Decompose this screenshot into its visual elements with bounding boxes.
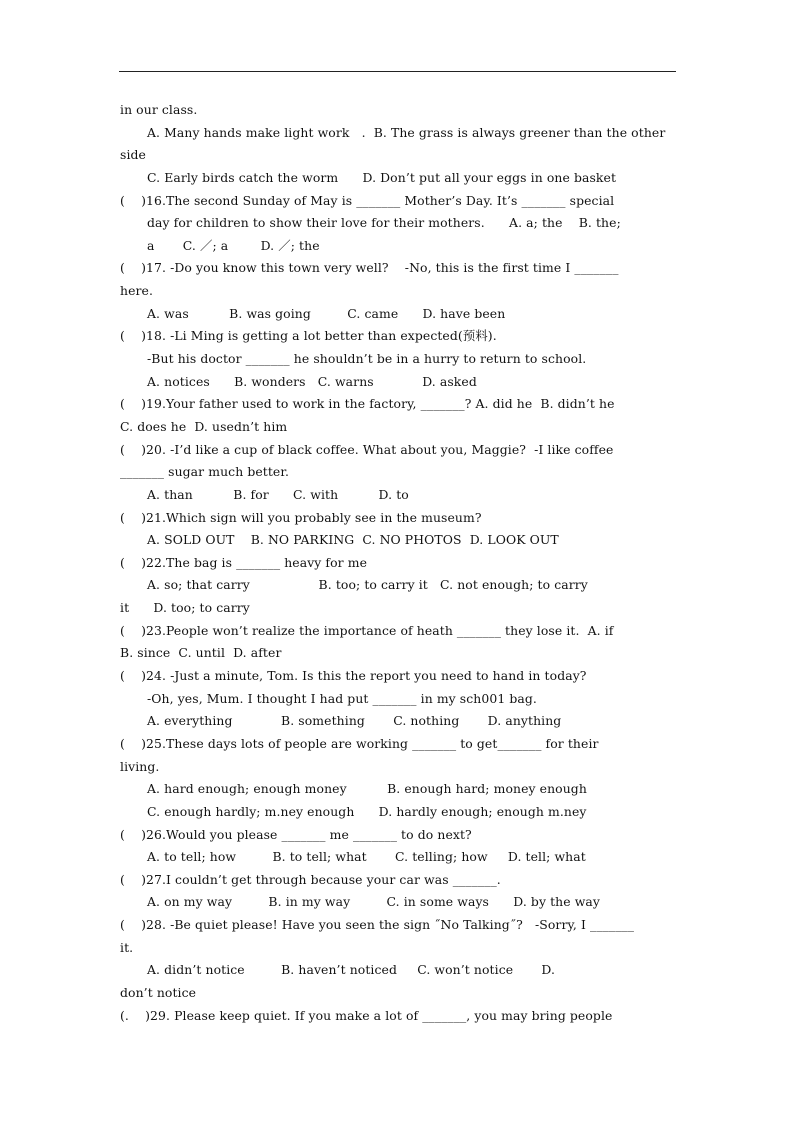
text-line: A. on my way B. in my way C. in some ways D. by the way [147,894,601,910]
text-line: side [120,147,146,163]
text-line: A. than B. for C. with D. to [147,486,409,502]
header-rule [119,71,676,72]
text-line: ( )25.These days lots of people are working _______ to get_______ for their [120,735,599,751]
text-line: -Oh, yes, Mum. I thought I had put _______ in my sch001 bag. [147,690,537,706]
text-line: _______ sugar much better. [120,464,290,480]
question-text [120,99,694,1027]
text-line: ( )26.Would you please _______ me _______ to do next? [120,826,472,842]
text-line: day for children to show their love for their mothers. A. a; the B. the; [147,215,621,231]
text-line: don’t notice [120,984,197,1000]
text-line: A. was B. was going C. came D. have been [147,305,506,321]
text-line: C. does he D. usedn’t him [120,418,288,434]
text-line: ( )23.People won’t realize the importance of heath _______ they lose it. A. if [120,622,614,638]
text-line: living. [120,758,160,774]
text-line: ( )21.Which sign will you probably see in the museum? [120,509,482,525]
text-line: ( )24. -Just a minute, Tom. Is this the report you need to hand in today? [120,668,587,684]
text-line: ( )16.The second Sunday of May is _______ Mother’s Day. It’s _______ special [120,192,615,208]
text-line: a C. ／; a D. ／; the [147,237,320,253]
text-line: C. enough hardly; m.ney enough D. hardly enough; enough m.ney [147,803,587,819]
text-line: ( )19.Your father used to work in the factory, _______? A. did he B. didn’t he [120,396,615,412]
text-line: -But his doctor _______ he shouldn’t be in a hurry to return to school. [147,351,587,367]
text-line: A. notices B. wonders C. warns D. asked [147,373,477,389]
text-line: ( )27.I couldn’t get through because your car was _______. [120,871,501,887]
text-line: ( )18. -Li Ming is getting a lot better than expected(预料). [120,328,497,344]
text-line: it. [120,939,134,955]
text-line: here. [120,283,154,299]
text-line: A. didn’t notice B. haven’t noticed C. won’t notice D. [147,962,556,978]
text-line: ( )17. -Do you know this town very well? -No, this is the first time I _______ [120,260,619,276]
text-line: A. SOLD OUT B. NO PARKING C. NO PHOTOS D. LOOK OUT [147,532,559,548]
text-line: A. to tell; how B. to tell; what C. telling; how D. tell; what [147,849,586,865]
text-line: ( )22.The bag is _______ heavy for me [120,554,368,570]
text-line: A. everything B. something C. nothing D. anything [147,713,562,729]
text-line: ( )28. -Be quiet please! Have you seen the sign ˝No Talking˝? -Sorry, I _______ [120,917,635,933]
text-line: C. Early birds catch the worm D. Don’t put all your eggs in one basket [147,169,617,185]
text-line: in our class. [120,102,198,117]
text-line: B. since C. until D. after [120,645,282,661]
text-line: A. Many hands make light work . B. The grass is always greener than the other [147,124,666,140]
text-line: (. )29. Please keep quiet. If you make a lot of _______, you may bring people [120,1007,613,1023]
text-line: A. so; that carry B. too; to carry it C. not enough; to carry [147,577,588,593]
text-line: A. hard enough; enough money B. enough hard; money enough [147,781,587,797]
text-line: ( )20. -I’d like a cup of black coffee. What about you, Maggie? -I like coffee [120,441,614,457]
text-line: it D. too; to carry [120,600,250,616]
